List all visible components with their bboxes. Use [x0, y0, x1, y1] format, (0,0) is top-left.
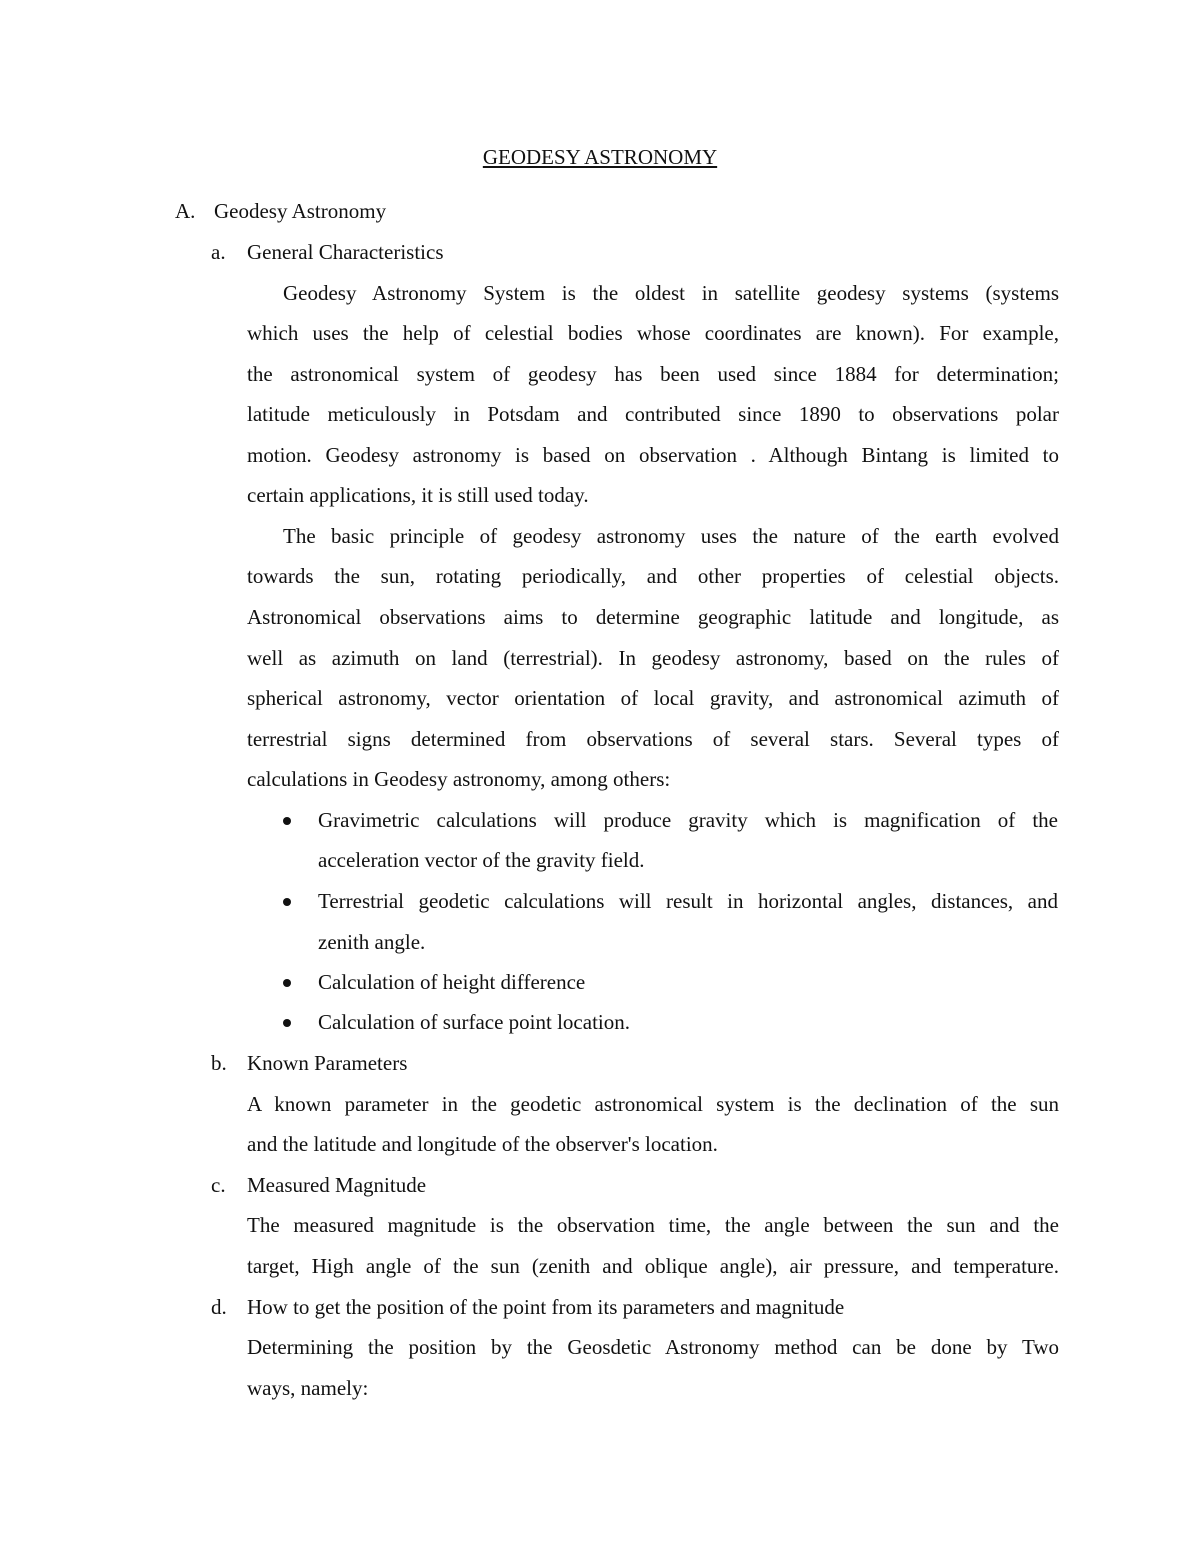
bullet-icon: [283, 979, 291, 987]
subsection-d-line: Determining the position by the Geosdetic Astronomy method can be done by Two: [247, 1335, 1059, 1359]
subsection-c-line: target, High angle of the sun (zenith and oblique angle), air pressure, and temperature.: [247, 1254, 1059, 1278]
paragraph-2-line: towards the sun, rotating periodically, and other properties of celestial objects.: [247, 564, 1059, 588]
paragraph-1-line: motion. Geodesy astronomy is based on observation . Although Bintang is limited to: [247, 443, 1059, 467]
paragraph-1-line: which uses the help of celestial bodies whose coordinates are known). For example,: [247, 321, 1059, 345]
document-title: GEODESY ASTRONOMY: [482, 145, 718, 169]
subsection-a-marker: a.: [211, 240, 226, 264]
bullet-item-line: zenith angle.: [318, 930, 426, 954]
bullet-item-line: Gravimetric calculations will produce gravity which is magnification of the: [318, 808, 1058, 832]
section-heading: Geodesy Astronomy: [214, 199, 387, 223]
subsection-d-marker: d.: [211, 1295, 227, 1319]
bullet-icon: [283, 1019, 291, 1027]
paragraph-2-line: Astronomical observations aims to determine geographic latitude and longitude, as: [247, 605, 1059, 629]
subsection-c-heading: Measured Magnitude: [247, 1173, 427, 1197]
subsection-b-line: A known parameter in the geodetic astronomical system is the declination of the sun: [247, 1092, 1059, 1116]
section-marker: A.: [175, 199, 196, 223]
bullet-icon: [283, 817, 291, 825]
paragraph-2-line: calculations in Geodesy astronomy, among others:: [247, 767, 671, 791]
subsection-d-line: ways, namely:: [247, 1376, 369, 1400]
bullet-item-line: acceleration vector of the gravity field.: [318, 848, 645, 872]
paragraph-2-line: spherical astronomy, vector orientation of local gravity, and astronomical azimuth of: [247, 686, 1059, 710]
subsection-a-heading: General Characteristics: [247, 240, 444, 264]
paragraph-1-line: Geodesy Astronomy System is the oldest in satellite geodesy systems (systems: [283, 281, 1059, 305]
paragraph-2-line: well as azimuth on land (terrestrial). In geodesy astronomy, based on the rules of: [247, 646, 1059, 670]
bullet-item-line: Calculation of surface point location.: [318, 1010, 630, 1034]
subsection-b-heading: Known Parameters: [247, 1051, 408, 1075]
paragraph-1-line: the astronomical system of geodesy has been used since 1884 for determination;: [247, 362, 1059, 386]
bullet-item-line: Terrestrial geodetic calculations will result in horizontal angles, distances, and: [318, 889, 1058, 913]
subsection-c-marker: c.: [211, 1173, 226, 1197]
bullet-icon: [283, 898, 291, 906]
subsection-b-line: and the latitude and longitude of the observer's location.: [247, 1132, 718, 1156]
subsection-b-marker: b.: [211, 1051, 227, 1075]
paragraph-2-line: terrestrial signs determined from observations of several stars. Several types of: [247, 727, 1059, 751]
bullet-item-line: Calculation of height difference: [318, 970, 586, 994]
subsection-c-line: The measured magnitude is the observation time, the angle between the sun and the: [247, 1213, 1059, 1237]
paragraph-1-line: certain applications, it is still used today.: [247, 483, 589, 507]
paragraph-1-line: latitude meticulously in Potsdam and contributed since 1890 to observations polar: [247, 402, 1059, 426]
subsection-d-heading: How to get the position of the point from its parameters and magnitude: [247, 1295, 845, 1319]
paragraph-2-line: The basic principle of geodesy astronomy uses the nature of the earth evolved: [283, 524, 1059, 548]
